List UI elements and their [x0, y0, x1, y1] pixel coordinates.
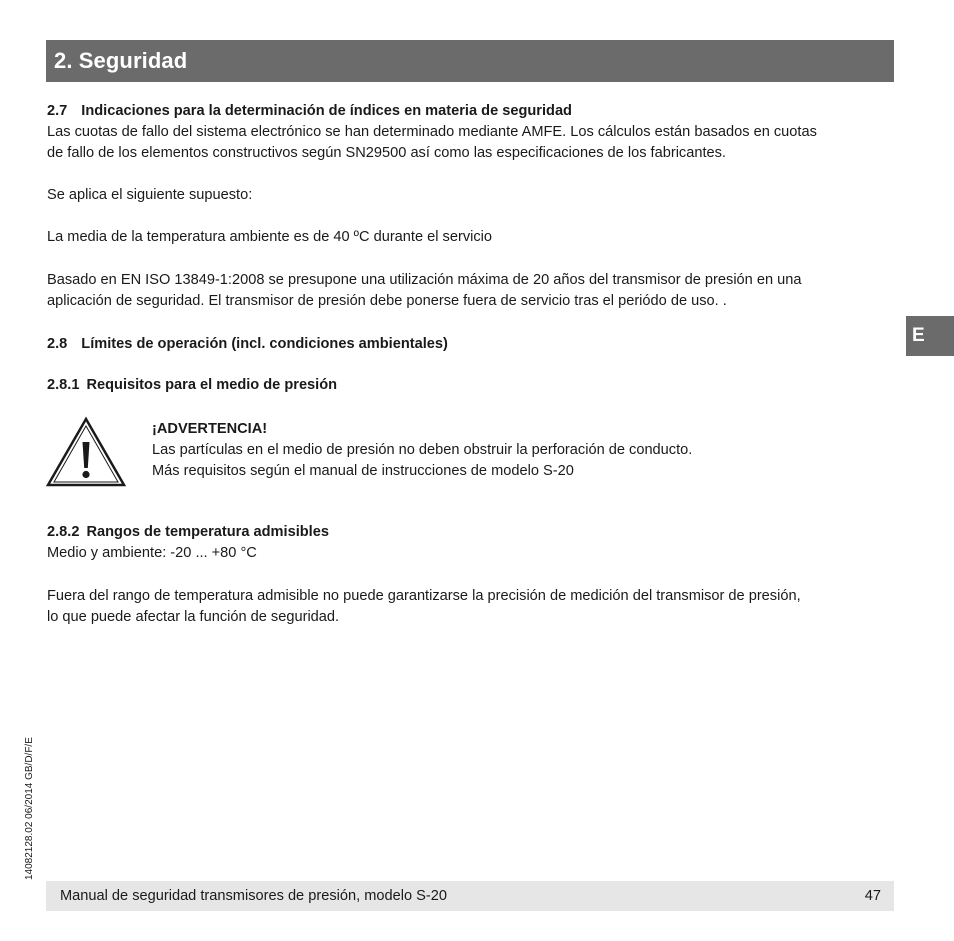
warning-triangle-icon — [45, 416, 127, 488]
heading-2-7 — [47, 101, 572, 122]
warning-line1: Las partículas en el medio de presión no deben obstruir la perforación de conducto. — [152, 442, 693, 458]
heading-2-8-1-text: Requisitos para el medio de presión — [86, 377, 338, 393]
footer-title: Manual de seguridad transmisores de presión, modelo S-20 — [60, 888, 447, 904]
language-tab — [906, 316, 954, 356]
paragraph-2-8-2-line2: lo que puede afectar la función de seguridad. — [47, 609, 340, 625]
warning-line2: Más requisitos según el manual de instrucciones de modelo S-20 — [152, 463, 574, 479]
heading-2-8-text: Límites de operación (incl. condiciones ambientales) — [81, 336, 448, 352]
paragraph-2-7-d-line2: aplicación de seguridad. El transmisor de presión debe ponerse fuera de servicio tras el periódo de uso. . — [47, 293, 727, 309]
heading-2-7-number: 2.7 — [47, 103, 68, 119]
paragraph-2-8-2-line1: Fuera del rango de temperatura admisible no puede garantizarse la precisión de medición del transmisor de presión, — [47, 588, 801, 604]
document-code: 14082128.02 06/2014 GB/D/F/E — [24, 737, 35, 880]
section-title: 2. Seguridad — [54, 48, 188, 73]
paragraph-2-7-a-line2: de fallo de los elementos constructivos según SN29500 así como las especificaciones de los fabricantes. — [47, 145, 726, 161]
section-header — [46, 40, 894, 82]
heading-2-8 — [47, 334, 448, 355]
page-number: 47 — [864, 888, 881, 904]
heading-2-8-2-text: Rangos de temperatura admisibles — [86, 524, 329, 540]
paragraph-2-7-c: La media de la temperatura ambiente es de 40 ºC durante el servicio — [47, 229, 493, 245]
heading-2-8-1 — [47, 375, 337, 396]
warning-block — [152, 419, 692, 482]
paragraph-2-7-d-line1: Basado en EN ISO 13849-1:2008 se presupone una utilización máxima de 20 años del transmisor de presión en una — [47, 272, 802, 288]
heading-2-8-2 — [47, 522, 329, 543]
heading-2-7-text: Indicaciones para la determinación de índices en materia de seguridad — [81, 103, 572, 119]
language-tab-label: E — [912, 325, 925, 346]
temperature-range: Medio y ambiente: -20 ... +80 °C — [47, 545, 257, 561]
paragraph-2-7-b: Se aplica el siguiente supuesto: — [47, 187, 253, 203]
heading-2-8-1-number: 2.8.1 — [47, 377, 80, 393]
footer — [46, 881, 894, 911]
paragraph-2-7-a-line1: Las cuotas de fallo del sistema electrónico se han determinado mediante AMFE. Los cálculos están basados en cuotas — [47, 124, 817, 140]
warning-title: ¡ADVERTENCIA! — [152, 421, 268, 437]
heading-2-8-2-number: 2.8.2 — [47, 524, 80, 540]
heading-2-8-number: 2.8 — [47, 336, 68, 352]
